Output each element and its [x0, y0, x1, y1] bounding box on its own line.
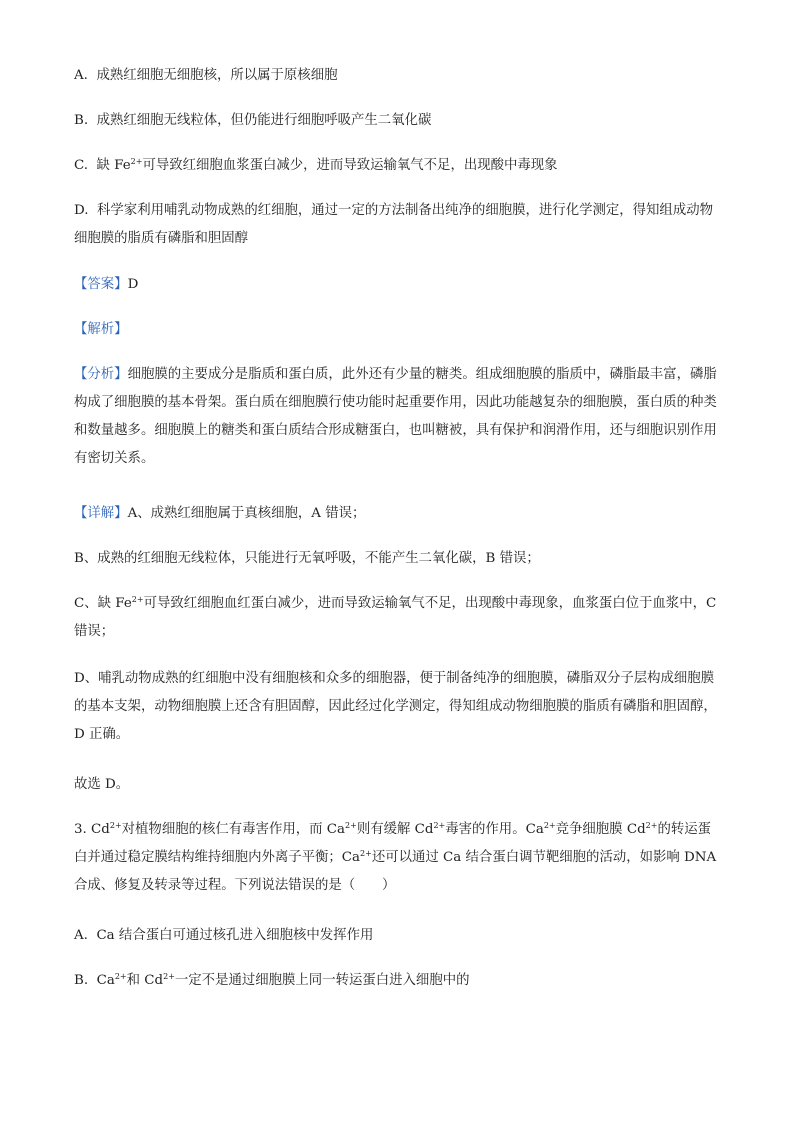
iron-ion-superscript: 2+	[130, 157, 143, 166]
detail-conclusion: 故选 D。	[74, 777, 130, 792]
q2-option-a: A. 成熟红细胞无细胞核，所以属于原核细胞	[74, 68, 338, 83]
q3-stem-text: 毒害的作用。Ca	[445, 822, 544, 837]
q3-option-b	[74, 967, 722, 995]
explain-heading	[74, 316, 722, 344]
analysis-tag: 【分析】	[74, 367, 128, 382]
detail-c-text-2: 可导致红细胞血红蛋白减少，进而导致运输氧气不足，出现酸中毒现象，血浆蛋白位于血浆中，C 错误；	[74, 596, 721, 639]
detail-a	[74, 500, 722, 528]
detail-c	[74, 590, 722, 646]
q2-option-c-text-1: C. 缺 Fe	[74, 158, 131, 173]
answer-value: D	[127, 277, 139, 292]
q3-stem-text: 对植物细胞的核仁有毒害作用，而 Ca	[121, 822, 346, 837]
ion-charge-superscript: 2+	[360, 849, 372, 858]
q3-stem-text: 竞争细胞膜 Cd	[555, 822, 646, 837]
answer-line	[74, 271, 722, 299]
q3-option-b-text-2: 和 Cd	[126, 973, 164, 988]
detail-c-text-1: C、缺 Fe	[74, 596, 132, 611]
q2-option-c-text-2: 可导致红细胞血浆蛋白减少，进而导致运输氧气不足，出现酸中毒现象	[142, 158, 558, 173]
cadmium-ion-superscript: 2+	[163, 972, 175, 981]
ion-charge-superscript: 2+	[109, 821, 122, 830]
detail-a-text: A、成熟红细胞属于真核细胞，A 错误；	[127, 506, 366, 521]
analysis-paragraph	[74, 361, 722, 473]
q3-option-b-text-3: 一定不是通过细胞膜上同一转运蛋白进入细胞中的	[174, 973, 470, 988]
ion-charge-superscript: 2+	[433, 821, 446, 830]
q2-option-c	[74, 152, 722, 180]
q3-stem-text: 还可以通过 Ca 结合蛋白调节靶细胞的活动，如影响 DNA 合成、修复及转录等过程。下列说法错误的是（ ）	[74, 850, 721, 893]
q2-option-b: B. 成熟红细胞无线粒体，但仍能进行细胞呼吸产生二氧化碳	[74, 113, 432, 128]
q3-stem	[74, 816, 722, 900]
explain-tag: 【解析】	[74, 322, 128, 337]
q3-option-a: A. Ca 结合蛋白可通过核孔进入细胞核中发挥作用	[74, 928, 374, 943]
detail-b: B、成熟的红细胞无线粒体，只能进行无氧呼吸，不能产生二氧化碳，B 错误；	[74, 551, 540, 566]
analysis-text: 细胞膜的主要成分是脂质和蛋白质，此外还有少量的糖类。组成细胞膜的脂质中，磷脂最丰富，磷脂构成了细胞膜的基本骨架。蛋白质在细胞膜行使功能时起重要作用，因此功能越复杂的细胞膜，蛋白质的种类和数量越多。细胞膜上的糖类和蛋白质结合形成糖蛋白，也叫糖被，具有保护和润滑作用，还与细胞识别作用有密切关系。	[74, 367, 717, 466]
iron-ion-superscript: 2+	[131, 595, 144, 604]
answer-tag: 【答案】	[74, 277, 128, 292]
q3-stem-text: 的转运蛋白并通过稳定膜结构维持细胞内外离子平衡；Ca	[74, 822, 712, 865]
ion-charge-superscript: 2+	[645, 821, 658, 830]
q3-stem-text: 则有缓解 Cd	[356, 822, 434, 837]
q3-stem-text: 3. Cd	[74, 822, 110, 837]
detail-d: D、哺乳动物成熟的红细胞中没有细胞核和众多的细胞器，便于制备纯净的细胞膜，磷脂双分子层构成细胞膜的基本支架，动物细胞膜上还含有胆固醇，因此经过化学测定，得知组成动物细胞膜的脂质有磷脂和胆固醇，D 正确。	[74, 671, 717, 742]
detail-tag: 【详解】	[74, 506, 128, 521]
q2-option-d: D. 科学家利用哺乳动物成熟的红细胞，通过一定的方法制备出纯净的细胞膜，进行化学测定，得知组成动物细胞膜的脂质有磷脂和胆固醇	[74, 203, 713, 246]
q3-option-b-text-1: B. Ca	[74, 973, 115, 988]
ion-charge-superscript: 2+	[345, 821, 357, 830]
calcium-ion-superscript: 2+	[114, 972, 127, 981]
ion-charge-superscript: 2+	[543, 821, 556, 830]
